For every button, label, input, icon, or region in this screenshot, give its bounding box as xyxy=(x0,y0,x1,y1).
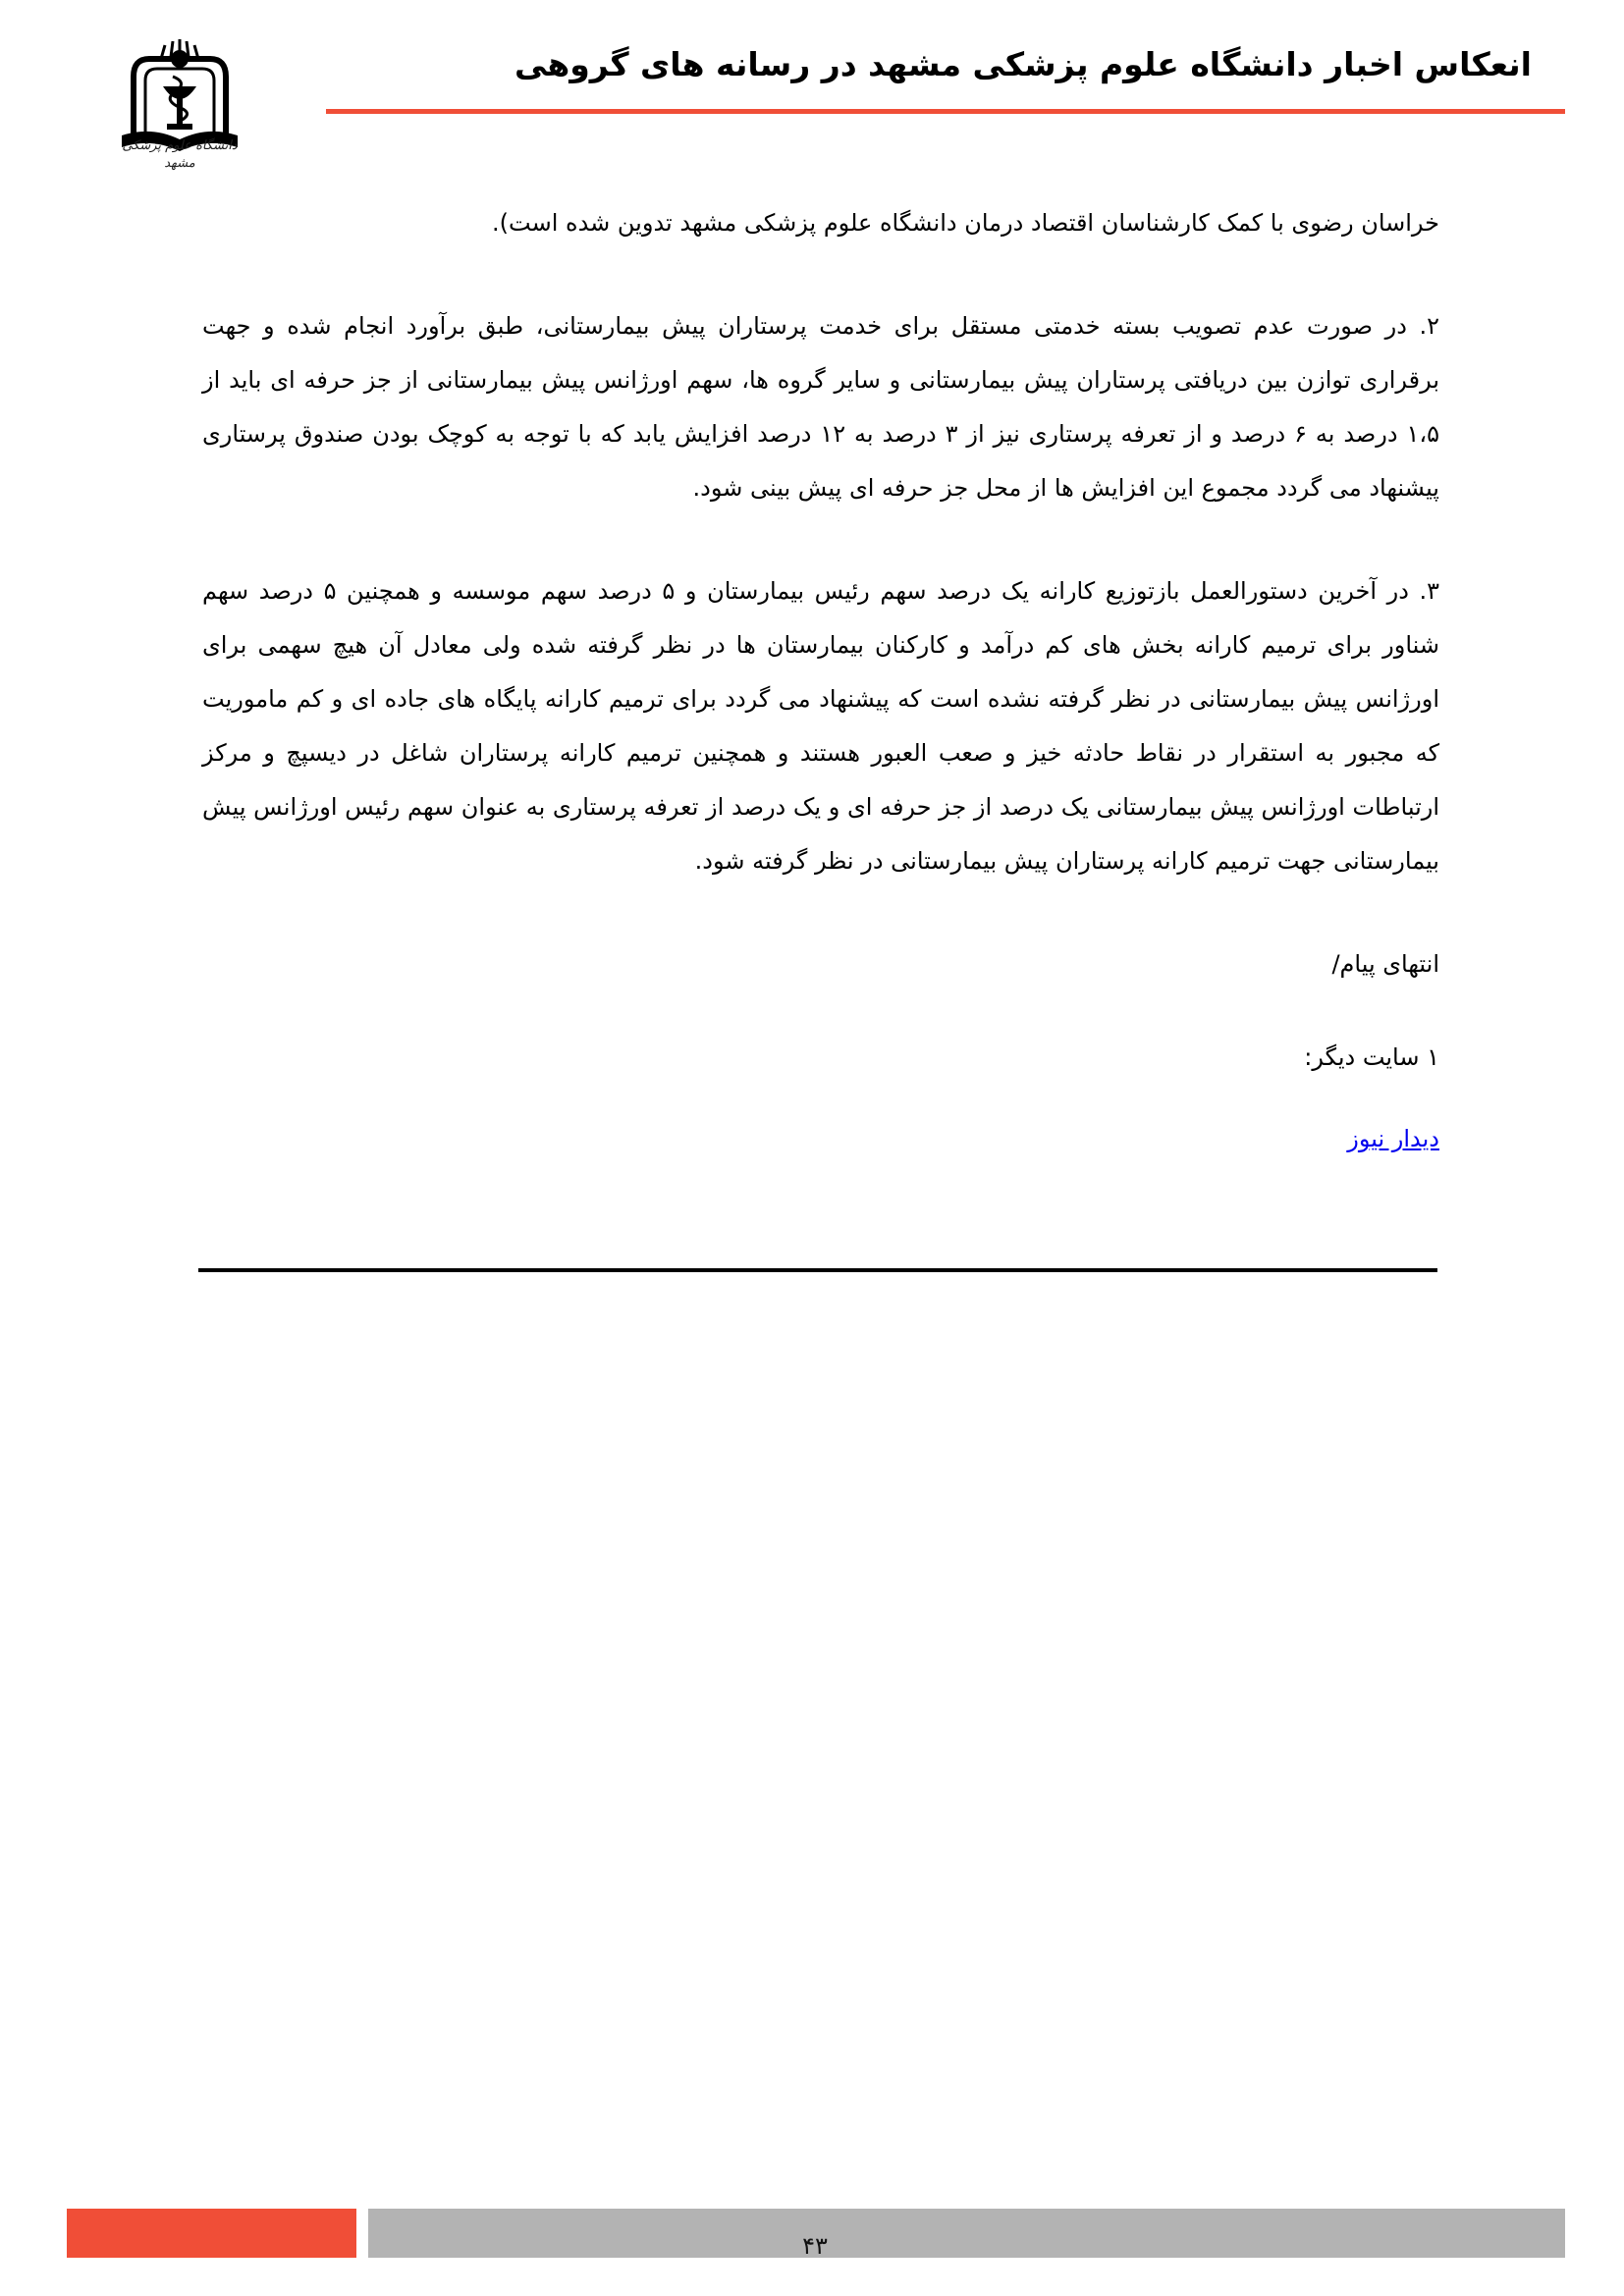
page-header-title: انعکاس اخبار دانشگاه علوم پزشکی مشهد در رسانه های گروهی xyxy=(514,45,1532,83)
paragraph-1: خراسان رضوی با کمک کارشناسان اقتصاد درمان دانشگاه علوم پزشکی مشهد تدوین شده است). xyxy=(492,209,1439,237)
header-divider xyxy=(326,109,1565,114)
article-body xyxy=(202,196,1439,1215)
footer-gray-bar xyxy=(368,2209,1565,2258)
article-end-divider xyxy=(198,1268,1437,1272)
other-sites-label: ۱ سایت دیگر: xyxy=(1304,1043,1439,1071)
logo-caption: دانشگاه علوم پزشکی مشهد xyxy=(122,138,238,171)
footer-red-bar xyxy=(67,2209,356,2258)
page-number: ۴۳ xyxy=(802,2232,828,2260)
paragraph-3: ۳. در آخرین دستورالعمل بازتوزیع کارانه یک درصد سهم رئیس بیمارستان و ۵ درصد سهم موسسه و همچنین ۵ درصد سهم شناور برای ترمیم کارانه بخش های کم درآمد و کارکنان بیمارستان ها در نظر گرفته شده ولی معادل آن هیچ سهمی برای اورژانس پیش بیمارستانی در نظر گرفته نشده است که پیشنهاد می گردد برای ترمیم کارانه پایگاه های جاده ای و کم ماموریت که مجبور به استقرار در نقاط حادثه خیز و صعب العبور هستند و همچنین ترمیم کارانه پرستاران شاغل در دیسپچ و مرکز ارتباطات اورژانس پیش بیمارستانی یک درصد از جز حرفه ای و یک درصد از تعرفه پرستاری به عنوان سهم رئیس اورژانس پیش بیمارستانی جهت ترمیم کارانه پرستاران پیش بیمارستانی در نظر گرفته شود. xyxy=(202,577,1440,875)
end-of-message: انتهای پیام/ xyxy=(1331,950,1439,978)
paragraph-2: ۲. در صورت عدم تصویب بسته خدمتی مستقل برای خدمت پرستاران پیش بیمارستانی، طبق برآورد انجام شده و جهت برقراری توازن بین دریافتی پرستاران پیش بیمارستانی و سایر گروه ها، سهم اورژانس پیش بیمارستانی از جز حرفه ای باید از ۱،۵ درصد به ۶ درصد و از تعرفه پرستاری نیز از ۳ درصد به ۱۲ درصد افزایش یابد که با توجه به کوچک بودن صندوق پرستاری پیشنهاد می گردد مجموع این افزایش ها از محل جز حرفه ای پیش بینی شود. xyxy=(202,312,1440,502)
source-link-didar-news[interactable]: دیدار نیوز xyxy=(1347,1125,1439,1152)
